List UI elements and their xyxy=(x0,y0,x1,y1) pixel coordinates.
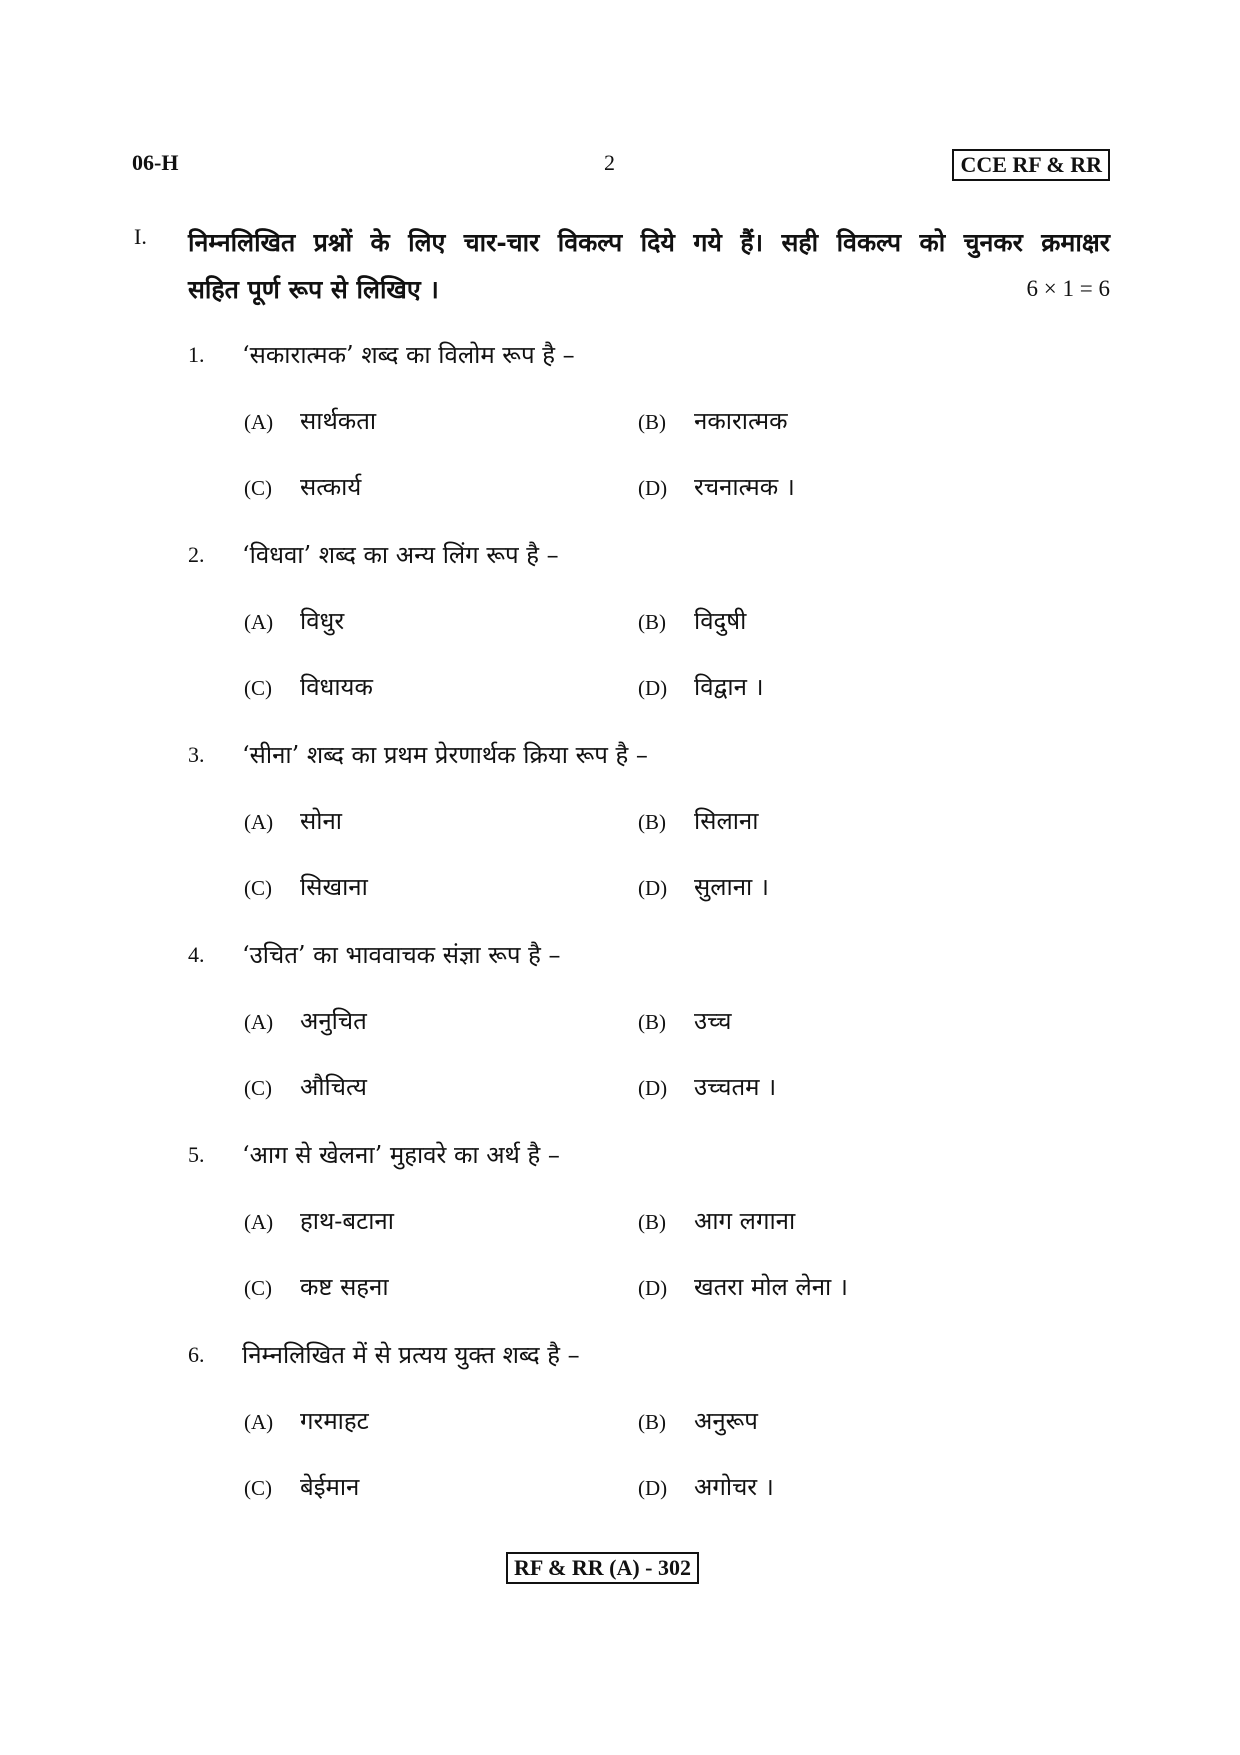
option-text: गरमाहट xyxy=(300,1407,369,1435)
option-label: (C) xyxy=(244,1276,272,1300)
option-label: (A) xyxy=(244,810,274,834)
q2-option-d xyxy=(638,670,764,703)
q6-option-b xyxy=(638,1404,758,1437)
question-number: 1. xyxy=(188,342,205,367)
option-label: (B) xyxy=(638,610,666,634)
option-label: (C) xyxy=(244,876,272,900)
series-box: CCE RF & RR xyxy=(952,149,1110,181)
option-label: (B) xyxy=(638,1410,666,1434)
option-text: विधुर xyxy=(300,607,345,635)
question-number: 2. xyxy=(188,542,205,567)
option-text: अगोचर । xyxy=(694,1473,774,1501)
option-label: (C) xyxy=(244,476,272,500)
option-text: नकारात्मक xyxy=(694,407,788,435)
option-label: (D) xyxy=(638,1276,668,1300)
option-text: सत्कार्य xyxy=(300,473,362,501)
question-text: ‘उचित’ का भाववाचक संज्ञा रूप है – xyxy=(242,941,561,969)
option-label: (B) xyxy=(638,410,666,434)
option-label: (C) xyxy=(244,1476,272,1500)
q3-option-d xyxy=(638,870,769,903)
q2-option-c xyxy=(244,670,373,703)
option-label: (A) xyxy=(244,410,274,434)
option-text: आग लगाना xyxy=(694,1207,796,1235)
option-label: (C) xyxy=(244,676,272,700)
option-text: सार्थकता xyxy=(300,407,377,435)
option-text: विदुषी xyxy=(694,607,747,635)
option-text: बेईमान xyxy=(300,1473,360,1501)
option-text: सोना xyxy=(300,807,342,835)
option-label: (D) xyxy=(638,1076,668,1100)
option-text: सुलाना । xyxy=(694,873,769,901)
q6-option-c xyxy=(244,1470,359,1503)
q5-option-d xyxy=(638,1270,848,1303)
q3-option-a xyxy=(244,804,342,837)
page-number: 2 xyxy=(604,150,615,175)
option-text: अनुरूप xyxy=(694,1407,758,1435)
paper-code: 06-H xyxy=(132,150,179,175)
q2-option-b xyxy=(638,604,746,637)
option-text: रचनात्मक । xyxy=(694,473,795,501)
section-marks: 6 × 1 = 6 xyxy=(1026,276,1110,301)
footer-code-box: RF & RR (A) - 302 xyxy=(506,1552,699,1584)
section-instruction-line1: निम्नलिखित प्रश्नों के लिए चार-चार विकल्प दिये गये हैं। सही विकल्प को चुनकर क्रमाक्षर xyxy=(188,228,1110,257)
option-text: खतरा मोल लेना । xyxy=(694,1273,848,1301)
option-label: (D) xyxy=(638,1476,668,1500)
q3-option-c xyxy=(244,870,368,903)
option-label: (A) xyxy=(244,1410,274,1434)
option-text: उच्चतम । xyxy=(694,1073,777,1101)
q5-option-b xyxy=(638,1204,795,1237)
q4-option-a xyxy=(244,1004,367,1037)
q1-option-b xyxy=(638,404,788,437)
option-text: उच्च xyxy=(694,1007,732,1035)
q4-option-c xyxy=(244,1070,367,1103)
option-text: सिलाना xyxy=(694,807,759,835)
section-number: I. xyxy=(134,224,147,249)
question-text: निम्नलिखित में से प्रत्यय युक्त शब्द है – xyxy=(242,1341,580,1369)
q3-option-b xyxy=(638,804,758,837)
q1-option-a xyxy=(244,404,376,437)
question-text: ‘विधवा’ शब्द का अन्य लिंग रूप है – xyxy=(242,541,559,569)
option-text: सिखाना xyxy=(300,873,368,901)
q6-option-a xyxy=(244,1404,369,1437)
q6-option-d xyxy=(638,1470,774,1503)
option-label: (D) xyxy=(638,476,668,500)
option-text: हाथ-बटाना xyxy=(300,1207,394,1235)
option-label: (D) xyxy=(638,676,668,700)
option-text: विधायक xyxy=(300,673,373,701)
option-text: औचित्य xyxy=(300,1073,367,1101)
question-number: 4. xyxy=(188,942,205,967)
option-label: (D) xyxy=(638,876,668,900)
question-text: ‘सकारात्मक’ शब्द का विलोम रूप है – xyxy=(242,341,575,369)
q4-option-d xyxy=(638,1070,776,1103)
q2-option-a xyxy=(244,604,344,637)
option-label: (B) xyxy=(638,1010,666,1034)
q5-option-a xyxy=(244,1204,394,1237)
q5-option-c xyxy=(244,1270,389,1303)
question-text: ‘सीना’ शब्द का प्रथम प्रेरणार्थक क्रिया रूप है – xyxy=(242,741,648,769)
q4-option-b xyxy=(638,1004,731,1037)
option-text: अनुचित xyxy=(300,1007,367,1035)
question-number: 6. xyxy=(188,1342,205,1367)
question-text: ‘आग से खेलना’ मुहावरे का अर्थ है – xyxy=(242,1141,560,1169)
q1-option-d xyxy=(638,470,795,503)
option-text: विद्वान । xyxy=(694,673,764,701)
option-label: (A) xyxy=(244,610,274,634)
section-instruction-line2: सहित पूर्ण रूप से लिखिए । xyxy=(188,275,439,304)
option-text: कष्ट सहना xyxy=(300,1273,389,1301)
option-label: (C) xyxy=(244,1076,272,1100)
question-number: 3. xyxy=(188,742,205,767)
q1-option-c xyxy=(244,470,361,503)
option-label: (A) xyxy=(244,1010,274,1034)
option-label: (B) xyxy=(638,1210,666,1234)
option-label: (A) xyxy=(244,1210,274,1234)
question-number: 5. xyxy=(188,1142,205,1167)
option-label: (B) xyxy=(638,810,666,834)
